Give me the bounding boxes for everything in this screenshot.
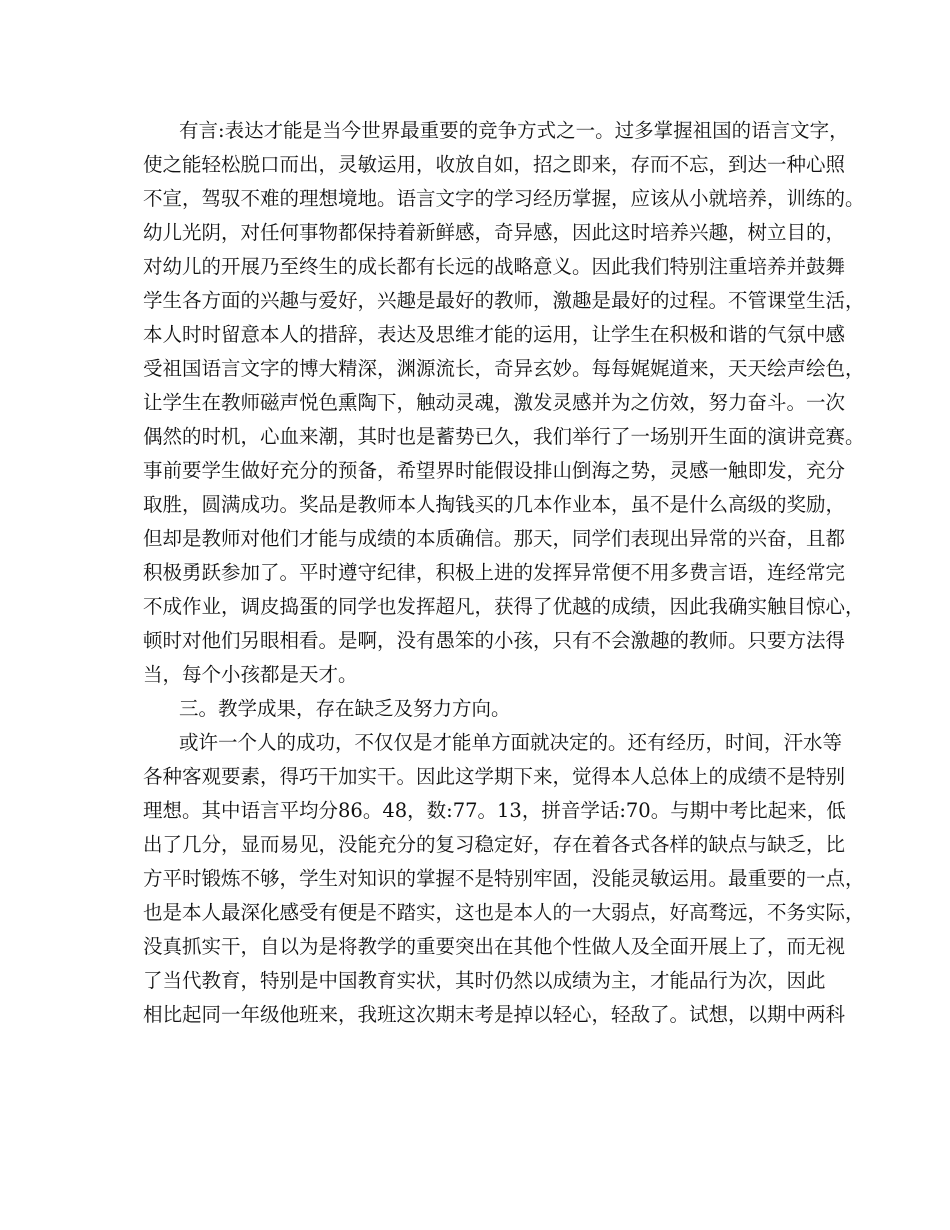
paragraph-line: 理想。其中语言平均分86。48，数:77。13，拼音学话:70。与期中考比起来，低: [143, 799, 846, 822]
document-body: [143, 114, 865, 1032]
paragraph-line: 但却是教师对他们才能与成绩的本质确信。那天，同学们表现出异常的兴奋，且都: [143, 527, 846, 550]
paragraph-line: 也是本人最深化感受有便是不踏实，这也是本人的一大弱点，好高骛远，不务实际，: [143, 901, 865, 924]
paragraph-line: 使之能轻松脱口而出，灵敏运用，收放自如，招之即来，存而不忘，到达一种心照: [143, 153, 846, 176]
paragraph-line: 不宣，驾驭不难的理想境地。语言文字的学习经历掌握，应该从小就培养，训练的。: [143, 187, 865, 210]
paragraph-line: 让学生在教师磁声悦色熏陶下，触动灵魂，激发灵感并为之仿效，努力奋斗。一次: [143, 391, 846, 414]
paragraph-line: 相比起同一年级他班来，我班这次期末考是掉以轻心，轻敌了。试想，以期中两科: [143, 1003, 846, 1026]
paragraph-line: 受祖国语言文字的博大精深，渊源流长，奇异玄妙。每每娓娓道来，天天绘声绘色，: [143, 357, 865, 380]
paragraph-line: 偶然的时机，心血来潮，其时也是蓄势已久，我们举行了一场别开生面的演讲竞赛。: [143, 425, 865, 448]
paragraph-line: 各种客观要素，得巧干加实干。因此这学期下来，觉得本人总体上的成绩不是特别: [143, 765, 846, 788]
paragraph-line: 本人时时留意本人的措辞，表达及思维才能的运用，让学生在积极和谐的气氛中感: [143, 323, 846, 346]
paragraph-line: 方平时锻炼不够，学生对知识的掌握不是特别牢固，没能灵敏运用。最重要的一点，: [143, 867, 865, 890]
paragraph-line: 或许一个人的成功，不仅仅是才能单方面就决定的。还有经历，时间，汗水等: [179, 731, 843, 754]
paragraph-line: 学生各方面的兴趣与爱好，兴趣是最好的教师，激趣是最好的过程。不管课堂生活，: [143, 289, 865, 312]
paragraph-line: 当，每个小孩都是天才。: [143, 663, 358, 686]
paragraph-line: 事前要学生做好充分的预备，希望界时能假设排山倒海之势，灵感一触即发，充分: [143, 459, 846, 482]
paragraph-line: 有言:表达才能是当今世界最重要的竞争方式之一。过多掌握祖国的语言文字，: [179, 119, 849, 142]
paragraph-line: 了当代教育，特别是中国教育实状，其时仍然以成绩为主，才能品行为次，因此: [143, 969, 826, 992]
paragraph-line: 取胜，圆满成功。奖品是教师本人掏钱买的几本作业本，虽不是什么高级的奖励，: [143, 493, 846, 516]
paragraph-line: 出了几分，显而易见，没能充分的复习稳定好，存在着各式各样的缺点与缺乏，比: [143, 833, 846, 856]
paragraph-line: 幼儿光阴，对任何事物都保持着新鲜感，奇异感，因此这时培养兴趣，树立目的，: [143, 221, 846, 244]
paragraph-line: 积极勇跃参加了。平时遵守纪律，积极上进的发挥异常便不用多费言语，连经常完: [143, 561, 846, 584]
paragraph-line: 对幼儿的开展乃至终生的成长都有长远的战略意义。因此我们特别注重培养并鼓舞: [143, 255, 846, 278]
paragraph-line: 没真抓实干，自以为是将教学的重要突出在其他个性做人及全面开展上了，而无视: [143, 935, 846, 958]
paragraph-line: 顿时对他们另眼相看。是啊，没有愚笨的小孩，只有不会激趣的教师。只要方法得: [143, 629, 846, 652]
section-heading: 三。教学成果，存在缺乏及努力方向。: [179, 697, 511, 720]
paragraph-line: 不成作业，调皮捣蛋的同学也发挥超凡，获得了优越的成绩，因此我确实触目惊心，: [143, 595, 865, 618]
